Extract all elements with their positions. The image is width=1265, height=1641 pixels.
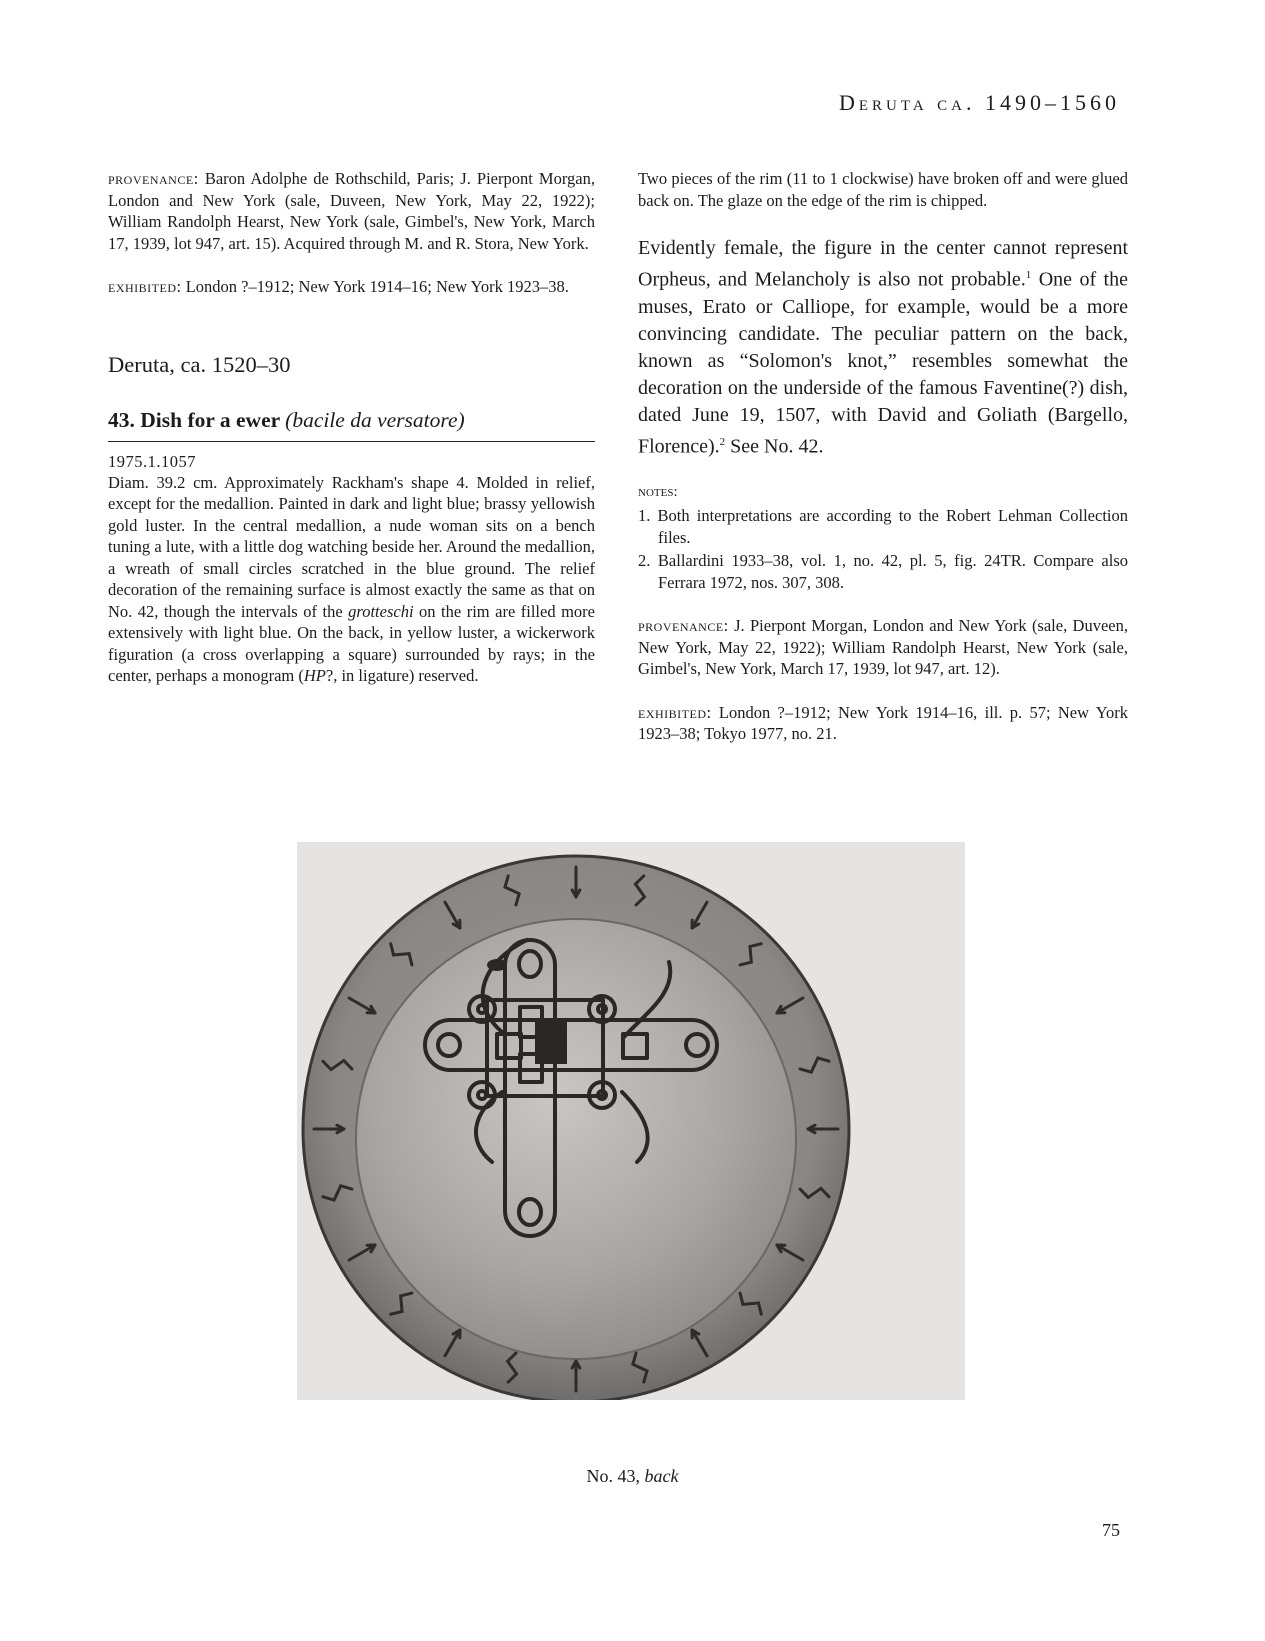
description-part-2: on the rim are filled more extensively with light blue. On the back, in yellow luster, a wickerwork figuration (a cross overlapping a square) surrounded by rays; in the center, perhaps a monogram ( bbox=[108, 601, 595, 685]
exhibited-label: exhibited: bbox=[108, 277, 182, 296]
provenance-2 bbox=[638, 615, 1128, 680]
note-ref-2: 2 bbox=[719, 435, 726, 448]
right-column bbox=[638, 168, 1128, 745]
exhibited-1 bbox=[108, 276, 595, 298]
provenance-1 bbox=[108, 168, 595, 254]
accession-number: 1975.1.1057 bbox=[108, 451, 196, 471]
entry-title bbox=[108, 408, 595, 442]
exhibited-label: exhibited: bbox=[638, 702, 712, 722]
dish-back-image bbox=[297, 842, 965, 1400]
note-ref-1: 1 bbox=[1025, 269, 1032, 281]
provenance-text: J. Pierpont Morgan, London and New York (sale, Duveen, New York, May 22, 1922); William Randolph Hearst, New York (sale, Gimbel's, New York, March 17, 1939, lot 947, art. 12). bbox=[638, 616, 1128, 679]
description bbox=[108, 472, 595, 687]
left-column bbox=[108, 168, 595, 687]
description-part-3: ?, in ligature) reserved. bbox=[325, 666, 479, 685]
notes-label: notes: bbox=[638, 484, 678, 501]
dish-well bbox=[356, 919, 796, 1359]
glaze-spot bbox=[487, 959, 507, 971]
page-number: 75 bbox=[1102, 1520, 1120, 1540]
running-head: Deruta ca. 1490–1560 bbox=[838, 90, 1120, 115]
commentary-part-2: One of the muses, Erato or Calliope, for example, would be a more convincing candidate. The peculiar pattern on the back, known as “Solomon's knot,” resembles somewhat the decoration on the underside of the famous Faventine(?) dish, dated June 19, 1507, with David and Goliath (Bargello, Florence). bbox=[638, 268, 1128, 458]
description-italic-1: grotteschi bbox=[348, 601, 414, 621]
description-italic-2: HP bbox=[303, 666, 326, 685]
provenance-label: provenance: bbox=[108, 169, 199, 188]
note-item: 1. Both interpretations are according to the Robert Lehman Collection files. bbox=[638, 506, 1128, 547]
entry-title-main: 43. Dish for a ewer bbox=[108, 407, 286, 432]
caption-main: No. 43, bbox=[586, 1466, 645, 1486]
notes-list bbox=[638, 505, 1128, 593]
dish-photograph bbox=[297, 842, 965, 1400]
entry-title-subtitle: (bacile da versatore) bbox=[285, 407, 465, 432]
exhibited-text: London ?–1912; New York 1914–16; New York 1923–38. bbox=[181, 277, 569, 296]
commentary-part-1: Evidently female, the figure in the center cannot represent Orpheus, and Melancholy is also not probable. bbox=[638, 237, 1128, 291]
central-monogram bbox=[535, 1022, 567, 1064]
exhibited-text: London ?–1912; New York 1914–16, ill. p. 57; New York 1923–38; Tokyo 1977, no. 21. bbox=[638, 702, 1128, 744]
exhibited-2 bbox=[638, 702, 1128, 745]
commentary bbox=[638, 235, 1128, 460]
section-heading: Deruta, ca. 1520–30 bbox=[108, 351, 291, 377]
condition-text: Two pieces of the rim (11 to 1 clockwise) have broken off and were glued back on. The glaze on the edge of the rim is chipped. bbox=[638, 169, 1128, 210]
provenance-text: Baron Adolphe de Rothschild, Paris; J. Pierpont Morgan, London and New York (sale, Duveen, New York, May 22, 1922); William Randolph Hearst, New York (sale, Gimbel's, New York, March 17, 1939, lot 947, art. 15). Acquired through M. and R. Stora, New York. bbox=[108, 169, 595, 253]
figure-caption bbox=[0, 1466, 1265, 1487]
caption-italic: back bbox=[644, 1466, 679, 1486]
commentary-part-3: See No. 42. bbox=[725, 435, 824, 458]
note-item: 2. Ballardini 1933–38, vol. 1, no. 42, pl. 5, fig. 24TR. Compare also Ferrara 1972, nos. 307, 308. bbox=[638, 551, 1128, 592]
description-part-1: Diam. 39.2 cm. Approximately Rackham's shape 4. Molded in relief, except for the medallion. Painted in dark and light blue; brassy yellowish gold luster. In the central medallion, a nude woman sits on a bench tuning a lute, with a little dog watching beside her. Around the medallion, a wreath of small circles scratched in the blue ground. The relief decoration of the remaining surface is almost exactly the same as that on No. 42, though the intervals of the bbox=[108, 472, 595, 621]
provenance-label: provenance: bbox=[638, 616, 729, 636]
